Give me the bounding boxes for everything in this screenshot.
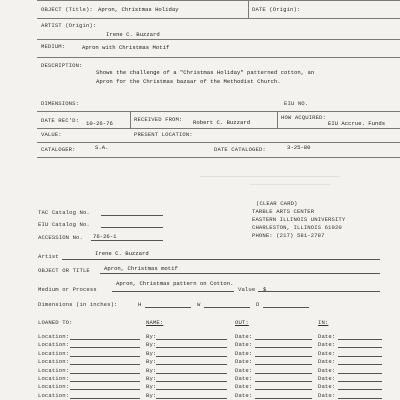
form-rule — [37, 142, 400, 143]
cataloger-value: S.A. — [95, 144, 109, 151]
loan-by-line — [156, 398, 227, 399]
object-or-title-value: Apron, Christmas motif — [104, 265, 178, 272]
loan-in-date-label: Date: — [318, 391, 336, 399]
loan-in-date-line — [338, 364, 382, 365]
accession-label: ACCESSION No. — [38, 234, 83, 241]
loan-by-line — [156, 347, 227, 348]
form-rule — [37, 0, 400, 1]
loan-out-date-label: Date: — [235, 375, 253, 382]
accession-value: 76-26-1 — [93, 233, 117, 240]
loan-location-label: Location: — [38, 383, 70, 391]
loan-location-label: Location: — [38, 341, 70, 349]
eiu-catalog-label: EIU Catalog No. — [38, 221, 90, 228]
dimension-h-label: H — [138, 301, 142, 308]
loan-location-label: Location: — [38, 349, 70, 357]
loan-in-date-label: Date: — [318, 349, 336, 357]
eiu-no-label: EIU NO. — [284, 100, 309, 107]
loan-location-line — [70, 381, 140, 382]
loan-in-date-label: Date: — [318, 341, 336, 349]
artist-origin-value: Irene C. Buzzard — [106, 31, 160, 38]
dimensions-label: DIMENSIONS: — [41, 100, 80, 107]
cataloger-label: CATALOGER: — [41, 146, 76, 153]
loan-out-date-line — [255, 398, 312, 399]
medium-process-label: Medium or Process — [38, 286, 97, 293]
present-location-label: PRESENT LOCATION: — [134, 131, 193, 138]
medium-label: MEDIUM: — [41, 43, 66, 50]
form-divider — [130, 111, 131, 128]
show-through-mark — [200, 176, 340, 177]
loan-by-label: By: — [146, 391, 157, 399]
loan-by-line — [156, 373, 227, 374]
dimension-d-label: D — [256, 301, 260, 308]
loan-by-line — [156, 364, 227, 365]
form-rule — [37, 39, 400, 40]
object-title-value: Apron, Christmas Holiday — [98, 6, 179, 13]
value-label: VALUE: — [41, 131, 62, 138]
loan-out-date-label: Date: — [235, 333, 253, 340]
loan-out-date-label: Date: — [235, 366, 253, 374]
card-header-line: TARBLE ARTS CENTER — [252, 208, 315, 215]
loan-out-date-line — [255, 381, 312, 382]
form-rule — [37, 18, 400, 19]
loan-by-label: By: — [146, 383, 157, 391]
loan-by-label: By: — [146, 375, 157, 382]
medium-process-line — [112, 291, 234, 292]
card-artist-value: Irene C. Buzzard — [95, 250, 149, 257]
loan-in-date-line — [338, 347, 382, 348]
card-value-line — [258, 291, 380, 292]
loan-by-label: By: — [146, 333, 157, 340]
dimension-d-line — [263, 307, 309, 308]
loan-location-label: Location: — [38, 333, 70, 340]
loan-location-line — [70, 364, 140, 365]
loan-out-date-label: Date: — [235, 349, 253, 357]
loan-location-label: Location: — [38, 366, 70, 374]
form-rule — [37, 128, 400, 129]
loan-by-label: By: — [146, 366, 157, 374]
medium-value: Apron with Christmas Motif — [82, 44, 170, 51]
loan-location-line — [70, 347, 140, 348]
tac-catalog-label: TAC Catalog No. — [38, 209, 90, 216]
date-received-value: 10-26-76 — [86, 120, 113, 127]
loan-location-line — [70, 373, 140, 374]
loan-in-date-label: Date: — [318, 358, 336, 366]
card-value-label: Value — [238, 286, 256, 293]
tac-catalog-line — [101, 215, 163, 216]
date-origin-label: DATE (Origin): — [252, 6, 301, 13]
loan-out-date-label: Date: — [235, 383, 253, 391]
loan-in-date-label: Date: — [318, 375, 336, 382]
medium-process-value: Apron, Christmas pattern on Cotton. — [116, 280, 234, 287]
loan-by-line — [156, 339, 227, 340]
received-from-label: RECEIVED FROM: — [134, 116, 183, 123]
loan-location-line — [70, 356, 140, 357]
loan-out-date-line — [255, 389, 312, 390]
loan-in-date-line — [338, 381, 382, 382]
loan-in-date-label: Date: — [318, 383, 336, 391]
form-rule — [37, 157, 400, 158]
card-artist-line — [62, 259, 380, 260]
loan-location-label: Location: — [38, 375, 70, 382]
loan-by-label: By: — [146, 341, 157, 349]
description-line-2: Apron for the Christmas bazaar of the Methodist Church. — [96, 78, 281, 85]
accession-line — [91, 240, 163, 241]
loan-out-date-line — [255, 356, 312, 357]
loan-location-label: Location: — [38, 358, 70, 366]
dimension-w-line — [204, 307, 250, 308]
form-rule — [37, 57, 400, 58]
loan-in-date-line — [338, 373, 382, 374]
loan-in-date-line — [338, 356, 382, 357]
loan-out-date-line — [255, 373, 312, 374]
date-received-label: DATE REC'D: — [41, 117, 80, 124]
date-cataloged-value: 3-25-80 — [287, 144, 311, 151]
loan-by-line — [156, 381, 227, 382]
loan-location-line — [70, 398, 140, 399]
how-acquired-label: HOW ACQUIRED: — [281, 114, 326, 121]
loan-in-date-label: Date: — [318, 366, 336, 374]
dimension-h-line — [145, 307, 191, 308]
how-acquired-value: EIU Accrue. Funds — [328, 120, 386, 127]
loan-out-date-line — [255, 364, 312, 365]
card-header-line: CHARLESTON, ILLINOIS 61920 — [252, 224, 342, 231]
loaned-to-header: LOANED TO: — [38, 319, 73, 326]
loan-location-line — [70, 389, 140, 390]
card-header-line: EASTERN ILLINOIS UNIVERSITY — [252, 216, 346, 223]
description-label: DESCRIPTION: — [41, 62, 83, 69]
date-cataloged-label: DATE CATALOGED: — [214, 146, 266, 153]
card-value-amount: $ — [263, 286, 267, 293]
received-from-value: Robert C. Buzzard — [193, 119, 251, 126]
form-rule — [37, 111, 400, 112]
object-or-title-line — [100, 273, 380, 274]
loan-out-date-label: Date: — [235, 341, 253, 349]
loan-in-date-line — [338, 398, 382, 399]
loan-in-date-line — [338, 339, 382, 340]
form-divider — [248, 0, 249, 18]
show-through-mark — [250, 184, 330, 185]
form-divider — [277, 111, 278, 128]
loan-by-label: By: — [146, 349, 157, 357]
loan-out-header: OUT: — [235, 319, 249, 326]
loan-in-date-label: Date: — [318, 333, 336, 340]
loan-out-date-label: Date: — [235, 391, 253, 399]
card-header-line: PHONE: (217) 581-2787 — [252, 232, 325, 239]
artist-origin-label: ARTIST (Origin): — [41, 22, 97, 29]
loan-by-line — [156, 389, 227, 390]
loan-in-header: IN: — [318, 319, 329, 326]
object-title-label: OBJECT (Title): — [41, 6, 93, 13]
loan-by-label: By: — [146, 358, 157, 366]
card-dimensions-label: Dimensions (in inches): — [38, 301, 118, 308]
loan-out-date-label: Date: — [235, 358, 253, 366]
dimension-w-label: W — [197, 301, 201, 308]
object-or-title-label: OBJECT OR TITLE — [38, 267, 90, 274]
eiu-catalog-line — [101, 227, 163, 228]
description-line-1: Shows the challenge of a "Christmas Holiday" patterned cotton, an — [96, 69, 315, 76]
card-artist-label: Artist — [38, 253, 59, 260]
loan-location-label: Location: — [38, 391, 70, 399]
loan-name-header: NAME: — [146, 319, 164, 326]
card-header-line: (CLEAR CARD) — [256, 200, 298, 207]
loan-location-line — [70, 339, 140, 340]
loan-in-date-line — [338, 389, 382, 390]
loan-out-date-line — [255, 347, 312, 348]
loan-out-date-line — [255, 339, 312, 340]
loan-by-line — [156, 356, 227, 357]
